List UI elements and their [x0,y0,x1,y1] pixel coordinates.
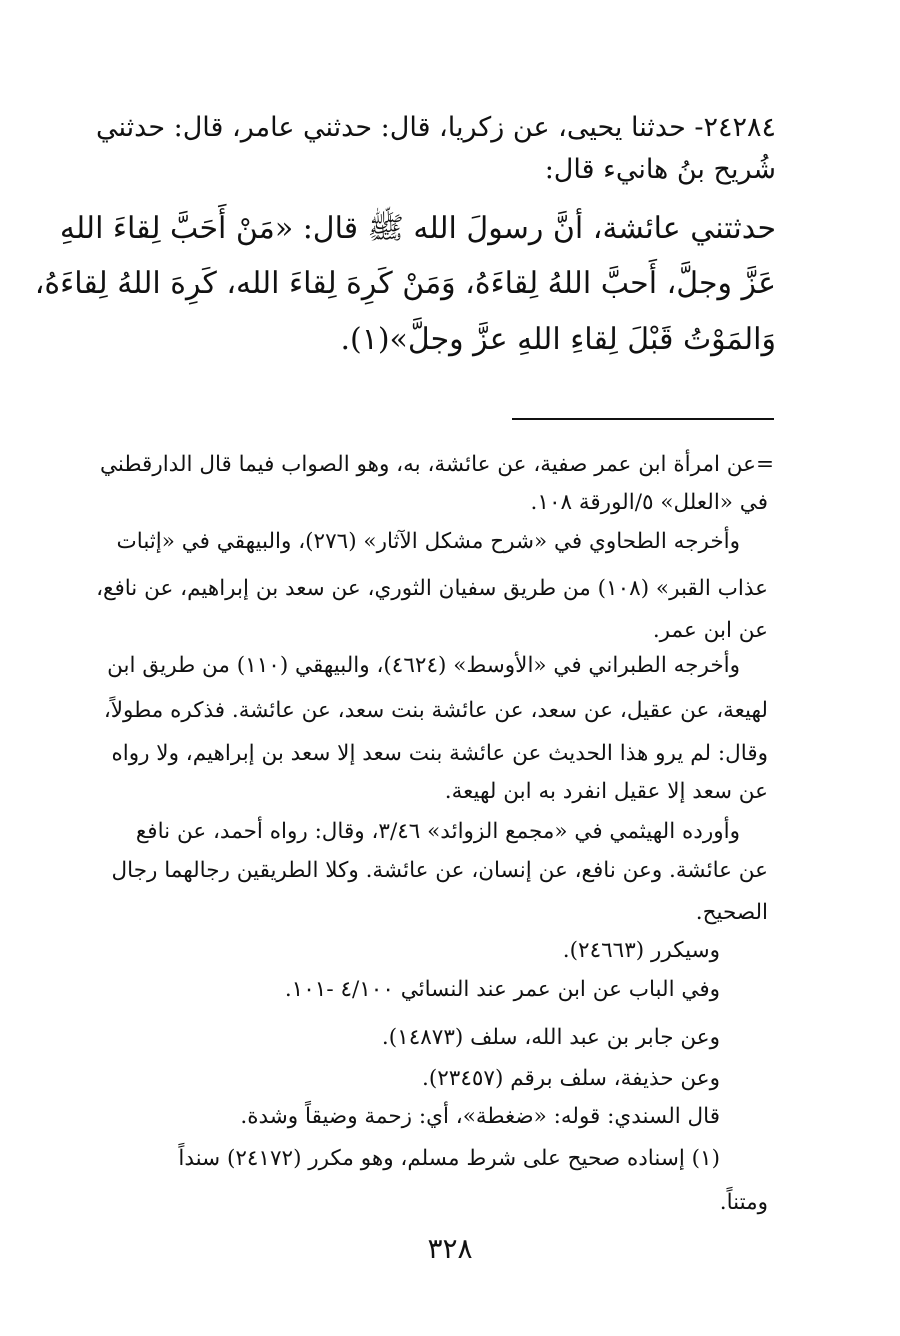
footnote-line: عن سعد إلا عقيل انفرد به ابن لهيعة. [444,779,768,804]
hadith-text-line: عَزَّ وجلَّ، أَحبَّ اللهُ لِقاءَهُ، وَمَنْ كَرِهَ لِقاءَ الله، كَرِهَ اللهُ لِقاءَهُ، [34,266,776,301]
footnote-line: (١) إسناده صحيح على شرط مسلم، وهو مكرر (٢٤١٧٢) سنداً [178,1146,720,1171]
footnote-line: ومتناً. [719,1190,768,1215]
footnote-line: وأخرجه الطحاوي في «شرح مشكل الآثار» (٢٧٦)، والبيهقي في «إثبات [116,529,740,554]
footnote-line: عذاب القبر» (١٠٨) من طريق سفيان الثوري، عن سعد بن إبراهيم، عن نافع، [96,576,768,601]
footnote-line: الصحيح. [695,900,768,925]
hadith-header-line: ٢٤٢٨٤- حدثنا يحيى، عن زكريا، قال: حدثني عامر، قال: حدثني [95,112,776,143]
footnote-line: وأخرجه الطبراني في «الأوسط» (٤٦٢٤)، والبيهقي (١١٠) من طريق ابن [107,653,740,678]
footnote-line: وقال: لم يرو هذا الحديث عن عائشة بنت سعد إلا سعد بن إبراهيم، ولا رواه [111,741,768,766]
footnote-line: وسيكرر (٢٤٦٦٣). [562,938,720,963]
footnote-line: وعن جابر بن عبد الله، سلف (١٤٨٧٣). [381,1025,720,1050]
footnote-line: وأورده الهيثمي في «مجمع الزوائد» ٣/٤٦، وقال: رواه أحمد، عن نافع [135,819,740,844]
hadith-text-line: حدثتني عائشة، أنَّ رسولَ الله ﷺ قال: «مَنْ أَحَبَّ لِقاءَ اللهِ [59,211,776,246]
footnote-line: وعن حذيفة، سلف برقم (٢٣٤٥٧). [421,1066,720,1091]
footnote-line: =عن امرأة ابن عمر صفية، عن عائشة، به، وهو الصواب فيما قال الدارقطني [100,452,774,477]
page-number: ٣٢٨ [427,1232,473,1265]
footnote-line: في «العلل» ٥/الورقة ١٠٨. [530,490,768,515]
footnote-line: عن عائشة. وعن نافع، عن إنسان، عن عائشة. وكلا الطريقين رجالهما رجال [111,858,768,883]
hadith-header-line: شُريح بنُ هانيء قال: [544,154,776,185]
footnote-line: قال السندي: قوله: «ضغطة»، أي: زحمة وضيقاً وشدة. [240,1104,720,1129]
footnote-line: لهيعة، عن عقيل، عن سعد، عن عائشة بنت سعد، عن عائشة. فذكره مطولاً، [103,698,768,723]
footnote-separator [512,418,774,420]
hadith-text-line: وَالمَوْتُ قَبْلَ لِقاءِ اللهِ عزَّ وجلَّ»(١). [340,322,776,357]
footnote-line: وفي الباب عن ابن عمر عند النسائي ٤/١٠٠ -١٠١. [284,977,720,1002]
footnote-line: عن ابن عمر. [652,618,768,643]
